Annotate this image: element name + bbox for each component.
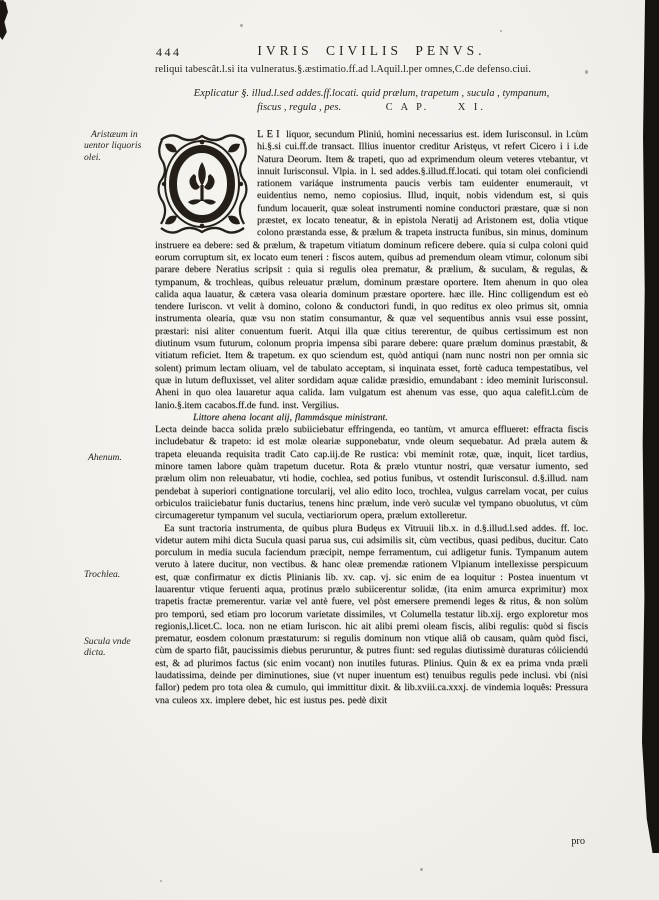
- page-number: 444: [156, 45, 182, 59]
- margin-note-line: Trochlea.: [84, 569, 121, 580]
- margin-note-sucula: [84, 636, 154, 659]
- chapter-summary: [155, 87, 588, 114]
- paragraph-1-lead: LEI: [257, 129, 283, 140]
- chapter-summary-line1: Explicatur §. illud.l.sed addes.ff.locati. quid prælum, trapetum , sucula , tympanum,: [193, 88, 550, 99]
- margin-note-aristaeus: [84, 129, 154, 163]
- scan-speck: [240, 24, 243, 27]
- scan-speck: [500, 30, 502, 32]
- chapter-summary-tail: fiscus , regula , pes.: [257, 101, 342, 113]
- margin-note-line: Sucula vnde: [84, 636, 131, 647]
- margin-note-line: dicta.: [84, 647, 106, 659]
- chapter-number: X I.: [457, 101, 486, 113]
- header-citation-line: reliqui tabescât.l.si ita vulneratus.§.æstimatio.ff.ad l.Aquil.l.per omnes,C.de defenso.ciui.: [155, 64, 531, 75]
- main-text-block: [155, 129, 588, 707]
- scan-edge-shadow: [642, 0, 659, 853]
- paragraph-2: Lecta deinde bacca solida prælo subiiciebatur effringenda, eo tantùm, vt amurca efflueret: effracta fiscis includebatur & trapeto: id est molæ oleariæ supponebatur, vnde oleum sequebatur. Ad præla autem & trapeta eleuanda requisita tradit Cato cap.iij.de Re rustica: vbi meminit rotæ, quæ, inquit, licet tardius, minore tamen labore quàm trapetum ducetur. Rota & prælo vtuntur nostri, quæ versatur iumento, sed prælum olim non releuabatur, vti hodie, cochlea, sed potius funibus, vt ostendit Iurisconsul. d.§.illud. nam pendebat à superiori contignatione torcularij, vel alio edito loco, trochlea, vulgus carrelam vocat, per cuius orbiculos traiiciebatur funis ductarius, tenens hinc prælum, inde verò suculæ vel tympano obuolutus, vt cùm circumageretur tympanum vel sucula, vectiariorum opera, prælum extolleretur.: [155, 424, 588, 522]
- catchword: pro: [571, 836, 585, 847]
- margin-note-line: Ahenum.: [88, 452, 122, 463]
- ornate-initial-O: [155, 130, 250, 238]
- margin-note-line: Aristæum in: [91, 129, 138, 140]
- margin-note-line: olei.: [84, 151, 101, 163]
- margin-note-ahenum: [88, 452, 158, 463]
- verse-quote: Littore ahena locant alij, flammásque ministrant.: [193, 411, 388, 423]
- paragraph-1-text: liquor, secundum Pliniú, homini necessarius est. idem Iurisconsul. in l.cùm hi.§.si cui.ff.de transact. Illius inuentor creditur Aristęus, vt refert Cicero i i i.de Natura Deorum. Item & trapeti, quo ad exprimendum oleum veteres vtebantur, vt innuit Iurisconsul. Vlpia. in l. sed addes.§.illud.ff.locati. qui totam olei conficiendi rationem variáque instrumenta paucis verbis tam euidenter enumerauit, vt euidentius nemo, nemo copiosius. Illud, inquit, nobis videndum est, si quis fundum locauerit, quæ soleat instrumenti nomine conductori præstare, quæ si non præstet, ex locato teneatur, & in epistola Neratij ad Aristonem est, dolia vtique colono præstanda esse, & prælum & trapeta instructa funibus, sin minus, dominum instruere ea debere: sed & prælum, & trapetum vitiatum dominum reficere debere. quia si culpa coloni quid eorum corruptum sit, ex locato eum teneri : fiscos autem, quibus ad premendum oleam vtimur, colonum sibi parare debere Neratius scripsit : quia si regulis olea prematur, & prælium, & suculam, & regulas, & tympanum, & trochleas, quibus releuatur prælum, dominum præstare oportere. Item ahenum in quo olea calida aqua lauatur, & cætera vasa olearia dominum præstare oportere. hæc ille. Hinc colligendum est eò tendere Iuriscon. vt velit à domino, colono & conductori fundi, in quo reditus ex oleo primus sit, omnia instrumenta olearia, quæ vsu non statim consumantur, & quæ vel sequentibus annis vsui esse possint, præstari: nisi aliter conuentum fuerit. Atqui illa quæ citius tererentur, de quibus certissimum est non diutinum vsum futurum, colonum propria impensa sibi parare debere: quare prælum dominus præstabit, & vitiatum reficiet. Item & trapetum. ex quo sciendum est, quòd antiqui (nam nunc nostri non per omnia sic solent) primum lectam oliuam, vel de tabulato acceptam, si inquinata esset, fortè caduca tempestatibus, vel quæ in lutum defluxisset, vel aliter sordidam aquæ calidæ præsidio, emundabant : ideo meminit Iurisconsul. Aheni in quo olea lauaretur aqua calida. Iam vulgatum est ahenum vas esse, quo aqua calefit.l.cùm de lanio.§.item cacabos.ff.de fund. inst. Vergilius.: [155, 129, 588, 411]
- running-title: IVRIS CIVILIS PENVS.: [257, 43, 486, 58]
- margin-note-line: uentor liquoris: [84, 140, 142, 152]
- chapter-summary-line2: [155, 101, 588, 115]
- paragraph-3: Ea sunt tractoria instrumenta, de quibus plura Budęus ex Vitruuii lib.x. in d.§.illud.l.sed addes. ff. loc. videtur autem mihi dicta Sucula quasi parua sus, cui adsimilis sit, cùm vectibus, quasi pedibus, ducitur. Cato porculum in media sucula faciendum præcipit, nempe ferramentum, cui adligetur funis. Tympanum autem veruto à latere ducitur, non vectibus. & hanc oleæ premendæ rationem Vlpianum intellexisse perspicuum est, quæ confirmatur ex dictis Plinianis lib. xv. cap. vj. sic enim de ea loquitur : Postea inuentum vt lauarentur vtique feruenti aqua, protinus prælo subiicerentur solidæ, (ita enim amurca exprimitur) mox trapetis fractæ premerentur. variæ vel antè fuere, vel pòst emersere premendi leges & ritus, & non solùm pro temporú, sed etiam pro locorum varietate dissimiles, vt Columella testatur lib.xij. ergo exploretur mos regionis,l.licet.C. loca. non ne etiam Iuriscon. hic ait alibi premi oleam fiscis, alibi regulis: quòd si fiscis prematur, eosdem colonum præstaturum: si regulis dominum non vtique aliâ ob causam, quàm quòd fisci, cùm de sparto fiât, paucissimis diebus peruruntur, & putres fiunt: sed regulas diutissimè duraturas cóiiciendú est, & ad plurimos factus (sic enim vocant) non inutiles futuras. Plinius. Quin & ex ea prima vnda præli laudatissima, deinde per diminutiones, siue (vt nuper inuentum est) tenuibus regulis pede inclusi. vbi (nisi fallor) pedem pro tota olea & cumulo, qui immittitur dixit. & lib.xviii.ca.xxxj. de vindemia loquês: Pressura vna culeos xx. implere debet, hic est iustus pes. pedè dixit: [155, 522, 588, 706]
- scan-speck: [160, 880, 162, 882]
- paragraph-1: [155, 129, 588, 412]
- woodcut-ornament-icon: [155, 130, 250, 238]
- scan-speck: [420, 868, 423, 871]
- chapter-label: C A P.: [385, 101, 430, 113]
- margin-note-trochlea: [84, 569, 154, 580]
